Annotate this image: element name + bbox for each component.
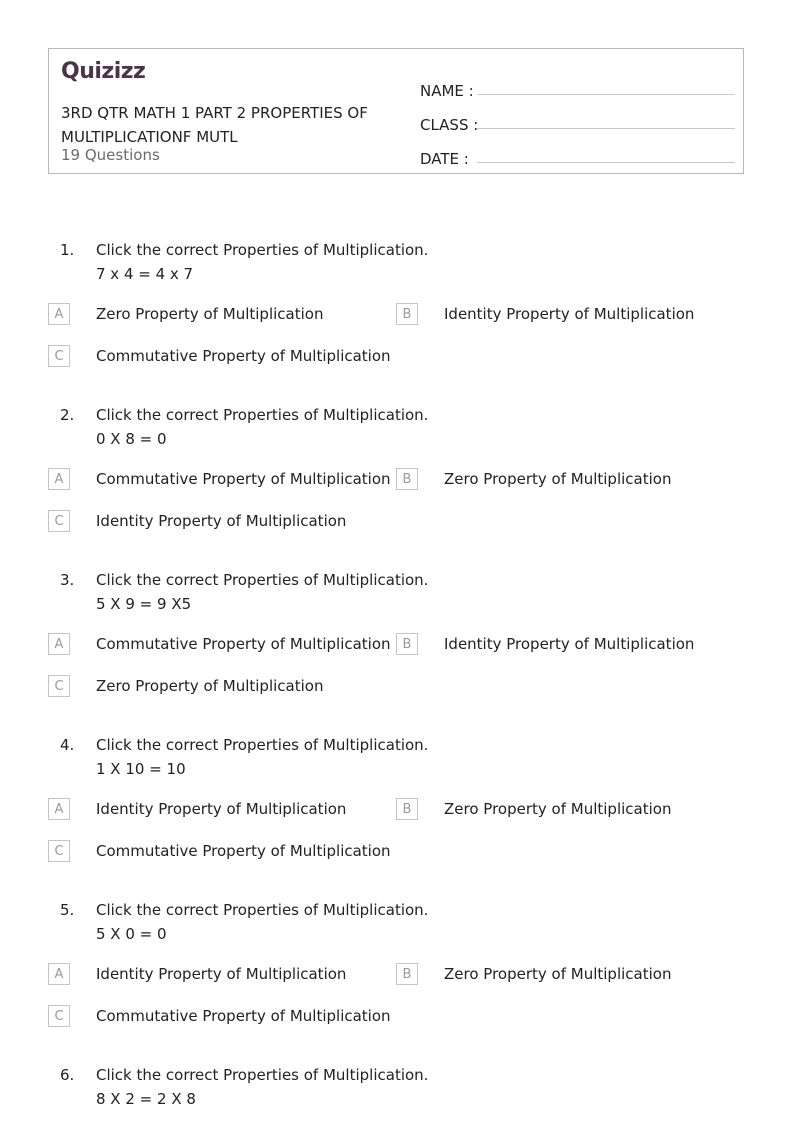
question-prompt: Click the correct Properties of Multiplication. [96,736,429,754]
question-prompt: Click the correct Properties of Multiplication. [96,406,429,424]
option-row [48,510,744,552]
question-text [96,403,744,451]
option-text: Commutative Property of Multiplication [96,347,391,365]
option-letter-box[interactable]: A [48,963,70,985]
question-text [96,238,744,286]
student-fields [420,67,735,169]
answer-option[interactable] [48,468,396,490]
question-text [96,568,744,616]
question-head [48,898,744,946]
answer-option[interactable] [396,963,744,985]
option-row [48,798,744,840]
question-item [48,733,744,882]
option-text: Identity Property of Multiplication [96,965,347,983]
option-text: Identity Property of Multiplication [444,305,695,323]
question-item [48,568,744,717]
answer-option[interactable] [48,303,396,325]
question-list [48,238,744,1127]
option-letter-box[interactable]: B [396,963,418,985]
question-number: 1. [60,241,75,259]
option-text: Zero Property of Multiplication [96,677,324,695]
question-expression: 0 X 8 = 0 [96,430,167,448]
name-label: NAME : [420,82,474,100]
question-head [48,1063,744,1111]
option-row [48,963,744,1005]
answer-options [48,468,744,552]
question-expression: 7 x 4 = 4 x 7 [96,265,194,283]
answer-option[interactable] [48,510,397,532]
class-field[interactable] [420,101,735,135]
question-prompt: Click the correct Properties of Multiplication. [96,571,429,589]
question-text [96,898,744,946]
option-letter-box[interactable]: B [396,798,418,820]
answer-option[interactable] [396,798,744,820]
answer-option[interactable] [396,633,744,655]
option-row [48,675,744,717]
worksheet-header [48,48,744,174]
question-count: 19 Questions [61,146,160,164]
option-letter-box[interactable]: A [48,798,70,820]
question-head [48,568,744,616]
option-letter-box[interactable]: A [48,303,70,325]
option-row [48,1005,744,1047]
answer-option[interactable] [48,840,397,862]
option-text: Identity Property of Multiplication [96,800,347,818]
question-expression: 8 X 2 = 2 X 8 [96,1090,196,1108]
answer-options [48,963,744,1047]
option-text: Identity Property of Multiplication [96,512,347,530]
name-line[interactable] [477,94,735,95]
question-item [48,403,744,552]
option-letter-box[interactable]: B [396,468,418,490]
question-prompt: Click the correct Properties of Multiplication. [96,901,429,919]
class-label: CLASS : [420,116,479,134]
option-text: Commutative Property of Multiplication [96,1007,391,1025]
option-text: Identity Property of Multiplication [444,635,695,653]
answer-option[interactable] [48,963,396,985]
option-text: Zero Property of Multiplication [96,305,324,323]
option-row [48,345,744,387]
date-field[interactable] [420,135,735,169]
answer-options [48,303,744,387]
answer-option[interactable] [396,303,744,325]
question-head [48,733,744,781]
option-letter-box[interactable]: C [48,675,70,697]
question-text [96,733,744,781]
name-field[interactable] [420,67,735,101]
answer-option[interactable] [48,798,396,820]
question-expression: 5 X 0 = 0 [96,925,167,943]
option-text: Zero Property of Multiplication [444,470,672,488]
answer-option[interactable] [48,345,397,367]
question-number: 6. [60,1066,75,1084]
option-letter-box[interactable]: A [48,633,70,655]
question-expression: 1 X 10 = 10 [96,760,186,778]
option-row [48,468,744,510]
question-item [48,238,744,387]
option-letter-box[interactable]: C [48,840,70,862]
option-row [48,303,744,345]
option-text: Commutative Property of Multiplication [96,635,391,653]
question-expression: 5 X 9 = 9 X5 [96,595,192,613]
option-letter-box[interactable]: B [396,303,418,325]
date-line[interactable] [477,162,735,163]
answer-option[interactable] [396,468,744,490]
question-prompt: Click the correct Properties of Multiplication. [96,1066,429,1084]
option-letter-box[interactable]: A [48,468,70,490]
quizizz-logo: Quizizz [61,59,146,84]
option-text: Zero Property of Multiplication [444,965,672,983]
question-number: 4. [60,736,75,754]
question-text [96,1063,744,1111]
option-letter-box[interactable]: C [48,1005,70,1027]
answer-options [48,798,744,882]
option-letter-box[interactable]: C [48,345,70,367]
answer-option[interactable] [48,675,397,697]
question-number: 5. [60,901,75,919]
question-number: 2. [60,406,75,424]
question-item [48,898,744,1047]
question-head [48,403,744,451]
option-letter-box[interactable]: C [48,510,70,532]
question-number: 3. [60,571,75,589]
answer-options [48,633,744,717]
worksheet-title: 3RD QTR MATH 1 PART 2 PROPERTIES OF MULTIPLICATIONF MUTL [61,104,368,146]
class-line[interactable] [477,128,735,129]
answer-option[interactable] [48,1005,397,1027]
option-letter-box[interactable]: B [396,633,418,655]
option-text: Commutative Property of Multiplication [96,842,391,860]
question-prompt: Click the correct Properties of Multiplication. [96,241,429,259]
option-row [48,840,744,882]
question-item [48,1063,744,1111]
option-row [48,633,744,675]
option-text: Zero Property of Multiplication [444,800,672,818]
question-head [48,238,744,286]
answer-option[interactable] [48,633,396,655]
date-label: DATE : [420,150,469,168]
option-text: Commutative Property of Multiplication [96,470,391,488]
